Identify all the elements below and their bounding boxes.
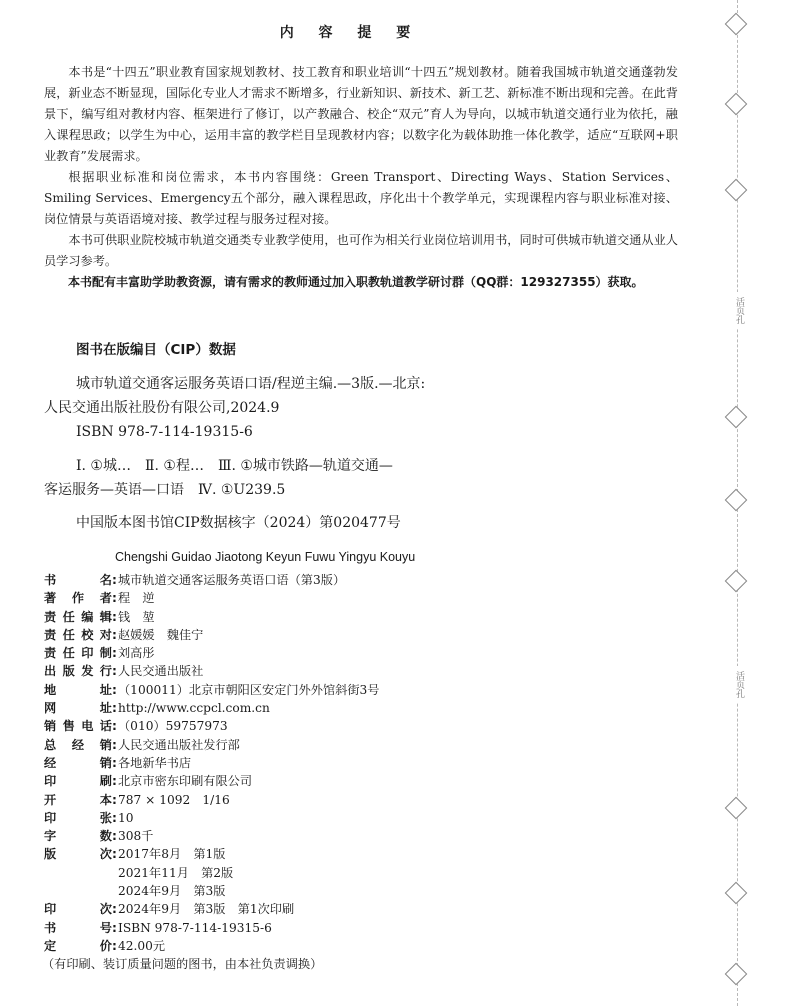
info-label: 经销 xyxy=(44,755,112,770)
info-row: 印刷 : 北京市密东印刷有限公司 xyxy=(44,772,664,790)
summary-paragraph: 本书可供职业院校城市轨道交通类专业教学使用，也可作为相关行业岗位培训用书，同时可供城市轨道交通从业人员学习参考。 xyxy=(44,233,678,268)
edition-value: 2021年11月 第2版 xyxy=(118,865,234,880)
info-value: 人民交通出版社 xyxy=(118,664,204,679)
info-label: 责任编辑 xyxy=(44,609,112,624)
info-row: 责任校对 : 赵媛媛 魏佳宁 xyxy=(44,626,664,644)
info-value: 赵媛媛 魏佳宁 xyxy=(118,627,204,642)
info-value: （100011）北京市朝阳区安定门外外馆斜街3号 xyxy=(118,682,380,697)
info-value: 各地新华书店 xyxy=(118,755,192,770)
summary-title: 内 容 提 要 xyxy=(279,25,421,41)
info-row: 经销 : 各地新华书店 xyxy=(44,754,664,772)
info-label: 责任印制 xyxy=(44,646,112,661)
info-row: 出版发行 : 人民交通出版社 xyxy=(44,662,664,680)
binding-hole-icon xyxy=(725,13,748,36)
info-label: 书号 xyxy=(44,920,112,935)
info-label: 网址 xyxy=(44,701,112,716)
info-row: 开本 : 787 × 1092 1/16 xyxy=(44,791,664,809)
cip-line: 城市轨道交通客运服务英语口语/程逆主编.—3版.—北京: xyxy=(76,376,426,392)
cip-isbn: ISBN 978-7-114-19315-6 xyxy=(76,424,253,440)
info-value: 钱 堃 xyxy=(118,609,155,624)
info-label: 开本 xyxy=(44,792,112,807)
binding-hole-icon xyxy=(725,963,748,986)
info-label: 定价 xyxy=(44,938,112,953)
publication-info xyxy=(44,571,664,973)
info-value: 2024年9月 第3版 第1次印刷 xyxy=(118,902,295,917)
summary-notice: 本书配有丰富助学助教资源，请有需求的教师通过加入职教轨道教学研讨群（QQ群：129327355）获取。 xyxy=(68,275,644,289)
info-label: 地址 xyxy=(44,682,112,697)
footer-note: （有印刷、装订质量问题的图书，由本社负责调换） xyxy=(42,957,323,972)
info-value: 程 逆 xyxy=(118,591,155,606)
info-label: 字数 xyxy=(44,829,112,844)
info-row: 书号 : ISBN 978-7-114-19315-6 xyxy=(44,919,664,937)
info-row-edition xyxy=(44,864,664,882)
info-row: 书名 : 城市轨道交通客运服务英语口语（第3版） xyxy=(44,571,664,589)
cip-classification: I. ①城… Ⅱ. ①程… Ⅲ. ①城市铁路—轨道交通— xyxy=(76,458,393,474)
cip-line: 人民交通出版社股份有限公司,2024.9 xyxy=(44,400,280,416)
info-row-edition: 版次 : 2017年8月 第1版 xyxy=(44,845,664,863)
info-value: 城市轨道交通客运服务英语口语（第3版） xyxy=(118,573,346,587)
cip-block xyxy=(44,372,684,535)
binding-hole-icon xyxy=(725,797,748,820)
info-row: 网址 : http://www.ccpcl.com.cn xyxy=(44,699,664,717)
cip-title: 图书在版编目（CIP）数据 xyxy=(76,342,236,358)
binding-hole-icon xyxy=(725,489,748,512)
info-label: 印刷 xyxy=(44,774,112,789)
info-row: 印次 : 2024年9月 第3版 第1次印刷 xyxy=(44,900,664,918)
cut-label: 活页孔 xyxy=(726,292,746,328)
info-label: 出版发行 xyxy=(44,664,112,679)
binding-hole-icon xyxy=(725,179,748,202)
binding-hole-icon xyxy=(725,882,748,905)
info-value: 42.00元 xyxy=(118,938,166,953)
info-row: 总经销 : 人民交通出版社发行部 xyxy=(44,736,664,754)
pinyin-title: Chengshi Guidao Jiaotong Keyun Fuwu Yingyu Kouyu xyxy=(115,550,416,564)
info-row: 地址 : （100011）北京市朝阳区安定门外外馆斜街3号 xyxy=(44,681,664,699)
info-row-edition xyxy=(44,882,664,900)
info-label: 总经销 xyxy=(44,737,112,752)
info-label: 销售电话 xyxy=(44,719,112,734)
summary-paragraph: 本书是“十四五”职业教育国家规划教材、技工教育和职业培训“十四五”规划教材。随着我国城市轨道交通蓬勃发展，新业态不断显现，国际化专业人才需求不断增多，行业新知识、新技术、新工艺、新标准不断出现和完善。在此背景下，编写组对教材内容、框架进行了修订，以产教融合、校企“双元”育人为导向，以城市轨道交通行业为依托，融入课程思政；以学生为中心，运用丰富的教学栏目呈现教材内容；以数字化为载体助推一体化教学，适应“互联网+职业教育”发展需求。 xyxy=(44,65,678,163)
info-row: 责任印制 : 刘高彤 xyxy=(44,644,664,662)
cut-label: 活页孔 xyxy=(726,666,746,702)
summary-body xyxy=(44,62,678,293)
info-value: 北京市密东印刷有限公司 xyxy=(118,774,253,789)
info-value: 人民交通出版社发行部 xyxy=(118,737,240,752)
info-value: ISBN 978-7-114-19315-6 xyxy=(118,920,272,935)
binding-hole-icon xyxy=(725,406,748,429)
info-row: 印张 : 10 xyxy=(44,809,664,827)
info-value: 308千 xyxy=(118,829,154,844)
info-label: 责任校对 xyxy=(44,627,112,642)
info-row: 定价 : 42.00元 xyxy=(44,937,664,955)
info-value: 刘高彤 xyxy=(118,646,155,661)
summary-paragraph: 根据职业标准和岗位需求，本书内容围绕：Green Transport、Directing Ways、Station Services、Smiling Services、Emergency五个部分，融入课程思政，序化出十个教学单元，实现课程内容与职业标准对接、岗位情景与英语语境对接、教学过程与服务过程对接。 xyxy=(44,170,678,226)
info-label: 著作者 xyxy=(44,591,112,606)
edition-value: 2024年9月 第3版 xyxy=(118,884,226,899)
info-row: 著作者 : 程 逆 xyxy=(44,589,664,607)
binding-hole-icon xyxy=(725,570,748,593)
info-value: http://www.ccpcl.com.cn xyxy=(118,701,270,716)
info-row: 销售电话 : （010）59757973 xyxy=(44,717,664,735)
info-row: 字数 : 308千 xyxy=(44,827,664,845)
cip-number: 中国版本图书馆CIP数据核字（2024）第020477号 xyxy=(76,515,401,531)
info-label: 版次 xyxy=(44,847,112,862)
info-value: （010）59757973 xyxy=(118,719,228,734)
info-label: 书名 xyxy=(44,573,112,587)
edition-value: 2017年8月 第1版 xyxy=(118,847,226,862)
info-label: 印张 xyxy=(44,810,112,825)
binding-hole-icon xyxy=(725,93,748,116)
info-row: 责任编辑 : 钱 堃 xyxy=(44,608,664,626)
info-value: 787 × 1092 1/16 xyxy=(118,792,230,807)
cip-classification: 客运服务—英语—口语 Ⅳ. ①U239.5 xyxy=(44,482,286,498)
info-label: 印次 xyxy=(44,902,112,917)
info-value: 10 xyxy=(118,810,134,825)
